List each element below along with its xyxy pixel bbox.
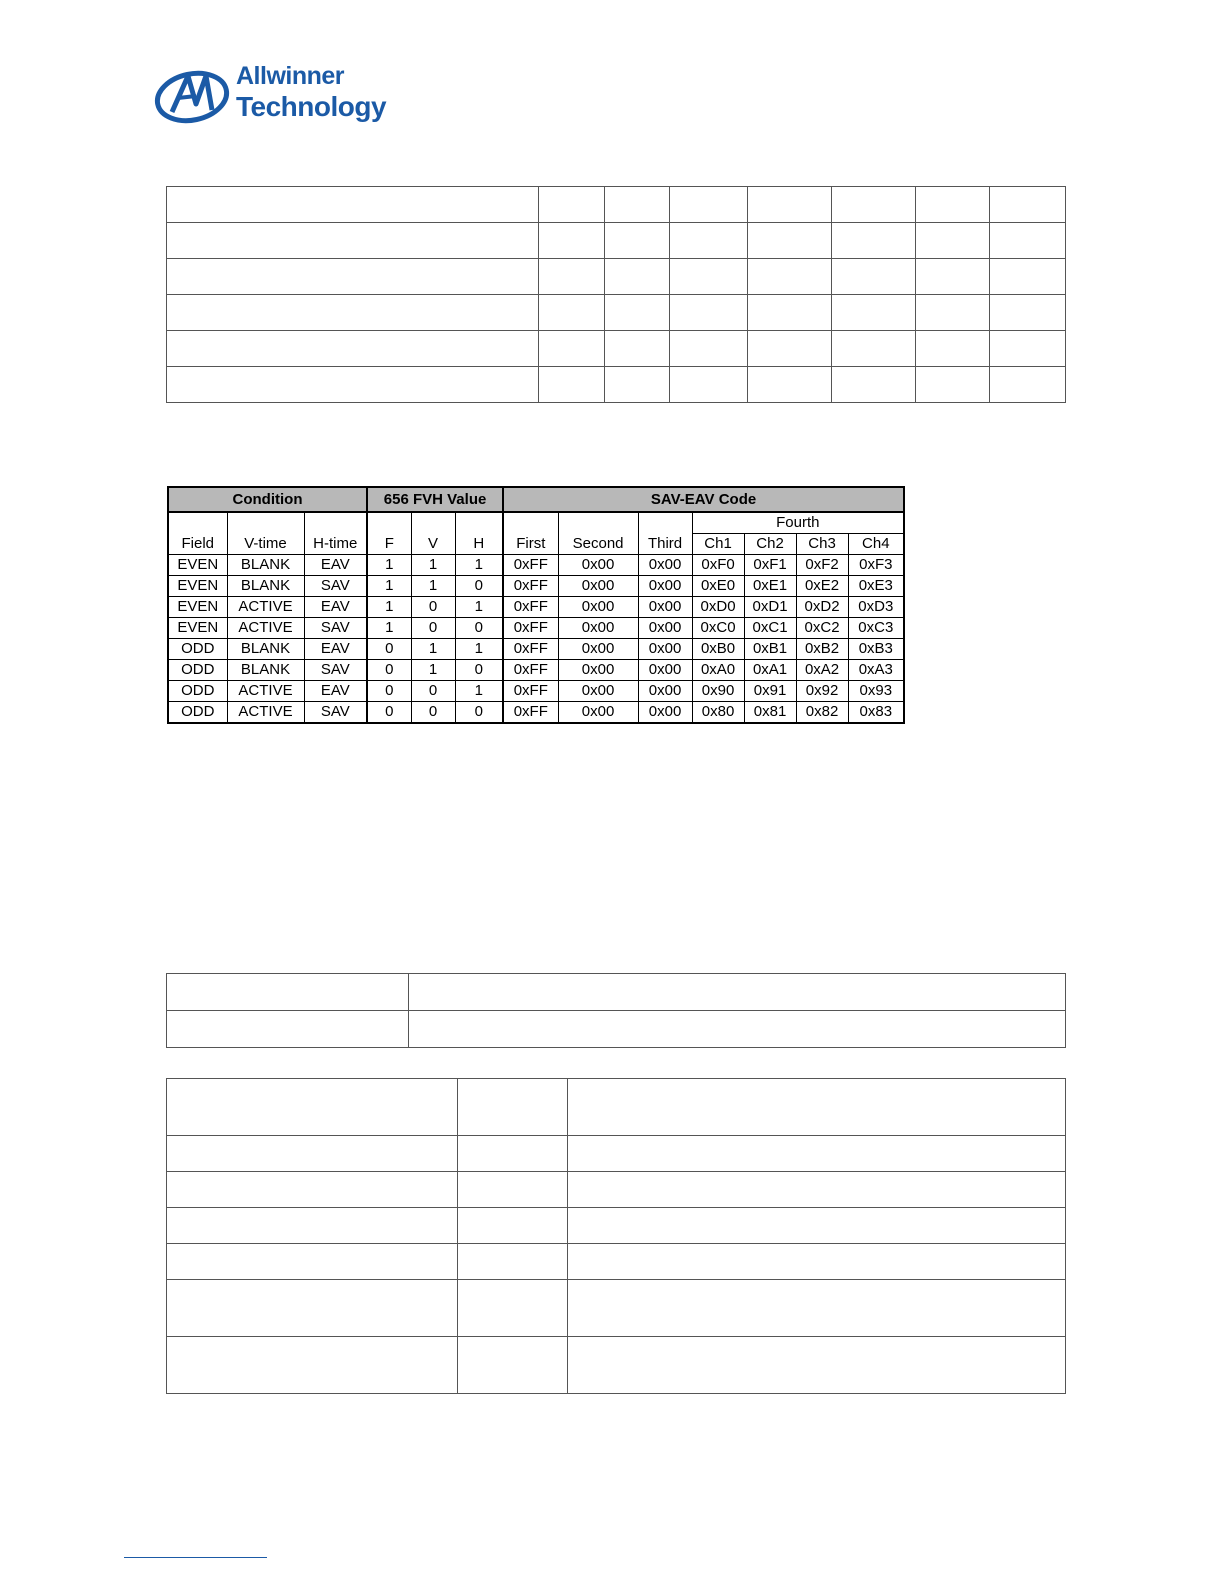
table-cell: EAV [304,639,367,660]
table-cell: 0xD1 [744,597,796,618]
table-cell: 0x00 [558,702,638,724]
table-cell: 0 [367,681,411,702]
table-row [168,660,904,681]
table-cell: 0x00 [638,618,692,639]
table-cell: 0x00 [558,555,638,576]
table-row [168,555,904,576]
brand-name [236,64,386,121]
table-cell: 0x00 [638,660,692,681]
condition-header: Condition [168,487,367,512]
table-cell: SAV [304,660,367,681]
table-cell: 0xF2 [796,555,848,576]
table-cell: BLANK [227,576,304,597]
table-cell: SAV [304,576,367,597]
table-cell: 1 [455,639,503,660]
table-cell: 0x80 [692,702,744,724]
table-cell: ACTIVE [227,618,304,639]
table-cell: 0xA0 [692,660,744,681]
table-row [168,597,904,618]
table-cell: EAV [304,555,367,576]
table-cell: 0x83 [848,702,904,724]
table-row [167,1337,1066,1394]
table-cell: 0x91 [744,681,796,702]
table-cell: 0xFF [503,702,558,724]
table-cell: ACTIVE [227,681,304,702]
table-row [167,974,1066,1011]
table-cell: 0xF1 [744,555,796,576]
table-cell: 0xB2 [796,639,848,660]
table-cell: 0 [411,597,455,618]
table-cell: SAV [304,702,367,724]
table-cell: 0xC3 [848,618,904,639]
table-row [167,1280,1066,1337]
table-cell: 0x00 [558,660,638,681]
table-cell: 0 [455,618,503,639]
table-cell: 0xF3 [848,555,904,576]
footer-divider [124,1557,267,1558]
table-cell: 0x93 [848,681,904,702]
table-cell: 0xB3 [848,639,904,660]
col-header-fourth: Fourth [692,512,904,534]
table-row [168,702,904,724]
col-header-field: Field [168,512,227,555]
table-cell: 0 [455,702,503,724]
table-row [167,1244,1066,1280]
table-cell: 0 [411,618,455,639]
table-cell: 1 [411,576,455,597]
table-cell: 0xE2 [796,576,848,597]
table-cell: 0xFF [503,681,558,702]
table-row [167,259,1066,295]
table-cell: 0xD2 [796,597,848,618]
table-cell: 0xFF [503,597,558,618]
col-header-first: First [503,512,558,555]
table-cell: 0x00 [558,618,638,639]
col-header-second: Second [558,512,638,555]
table-cell: 0xB1 [744,639,796,660]
table-cell: 0xE0 [692,576,744,597]
table-cell: 0x00 [558,681,638,702]
table-cell: 0xD3 [848,597,904,618]
col-header-ch2: Ch2 [744,534,796,555]
empty-table-2 [166,973,1066,1048]
table-cell: 1 [411,660,455,681]
table-row [168,618,904,639]
table-row [167,1208,1066,1244]
table-cell: 0 [367,660,411,681]
table-cell: 0xFF [503,555,558,576]
table-cell: 0 [455,576,503,597]
table-row [168,639,904,660]
table-cell: EVEN [168,555,227,576]
table-cell: ODD [168,660,227,681]
table-cell: 0 [367,639,411,660]
table-cell: 1 [367,555,411,576]
table-cell: 1 [411,639,455,660]
table-row [167,295,1066,331]
brand-line-2: Technology [236,91,387,122]
col-header-third: Third [638,512,692,555]
table-row [167,223,1066,259]
col-header-ch4: Ch4 [848,534,904,555]
table-cell: BLANK [227,555,304,576]
table-cell: 1 [367,618,411,639]
empty-table-3 [166,1078,1066,1394]
table-cell: ACTIVE [227,702,304,724]
col-header-v: V [411,512,455,555]
table-cell: ODD [168,639,227,660]
col-header-f: F [367,512,411,555]
table-cell: 1 [455,597,503,618]
table-cell: 0xF0 [692,555,744,576]
table-cell: ODD [168,681,227,702]
table-row [167,1079,1066,1136]
table-row [168,576,904,597]
col-header-v-time: V-time [227,512,304,555]
table-cell: 0x92 [796,681,848,702]
table-cell: 0 [367,702,411,724]
table-cell: 0xE3 [848,576,904,597]
table-cell: 1 [411,555,455,576]
table-cell: EVEN [168,576,227,597]
sav-eav-code-table [167,486,905,724]
table-row [167,187,1066,223]
table-row [167,1172,1066,1208]
table-cell: 0xE1 [744,576,796,597]
table-cell: 0xFF [503,618,558,639]
table-cell: 0xA3 [848,660,904,681]
col-header-h-time: H-time [304,512,367,555]
table-cell: 0 [455,660,503,681]
fvh-value-header: 656 FVH Value [367,487,503,512]
col-header-ch1: Ch1 [692,534,744,555]
table-cell: SAV [304,618,367,639]
table-cell: 0 [411,681,455,702]
table-cell: 0xD0 [692,597,744,618]
table-cell: 1 [367,576,411,597]
table-row [167,331,1066,367]
table-cell: 0x00 [558,639,638,660]
table-cell: 0x81 [744,702,796,724]
col-header-ch3: Ch3 [796,534,848,555]
table-cell: EAV [304,681,367,702]
sav-eav-code-header: SAV-EAV Code [503,487,904,512]
table-cell: EVEN [168,597,227,618]
table-cell: ODD [168,702,227,724]
table-cell: 1 [367,597,411,618]
table-cell: 0x82 [796,702,848,724]
table-cell: ACTIVE [227,597,304,618]
table-row [167,1136,1066,1172]
table-cell: 0xA1 [744,660,796,681]
table-cell: 0x00 [638,639,692,660]
table-cell: 0xB0 [692,639,744,660]
aw-logo-icon [154,66,234,128]
empty-table-1 [166,186,1066,403]
table-row [167,367,1066,403]
table-cell: 0x00 [558,576,638,597]
company-logo [154,64,394,130]
table-cell: 0xC0 [692,618,744,639]
table-cell: BLANK [227,660,304,681]
table-cell: 0x00 [638,555,692,576]
col-header-h: H [455,512,503,555]
table-cell: 0xFF [503,660,558,681]
table-cell: 1 [455,555,503,576]
table-cell: 0x90 [692,681,744,702]
table-cell: 0x00 [638,576,692,597]
table-cell: 0x00 [558,597,638,618]
table-cell: 0xFF [503,576,558,597]
table-cell: 1 [455,681,503,702]
table-cell: BLANK [227,639,304,660]
table-cell: 0xFF [503,639,558,660]
table-cell: 0 [411,702,455,724]
table-cell: 0x00 [638,702,692,724]
table-cell: EAV [304,597,367,618]
table-cell: EVEN [168,618,227,639]
table-row [168,681,904,702]
table-row [167,1011,1066,1048]
table-cell: 0xC1 [744,618,796,639]
table-cell: 0xC2 [796,618,848,639]
table-cell: 0x00 [638,681,692,702]
table-cell: 0xA2 [796,660,848,681]
brand-line-1: Allwinner [236,62,345,90]
table-cell: 0x00 [638,597,692,618]
